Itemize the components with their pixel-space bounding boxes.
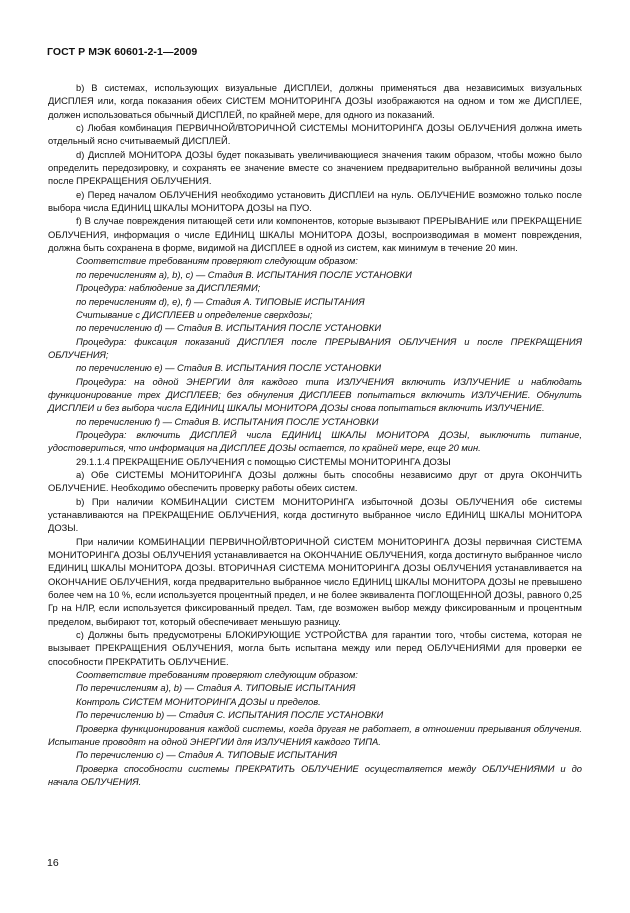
- body-paragraph: b) В системах, использующих визуальные ДИСПЛЕИ, должны применяться два независимых визуальных ДИСПЛЕЯ или, когда показания обеих СИСТЕМ МОНИТОРИНГА ДОЗЫ изображаются на одном и том же ДИСПЛЕЕ, должен использоваться обычный ДИСПЛЕЙ, по крайней мере, для одного из показаний.: [48, 82, 582, 120]
- body-paragraph: По перечислению b) — Стадия С. ИСПЫТАНИЯ ПОСЛЕ УСТАНОВКИ: [76, 709, 384, 721]
- body-paragraph: f) В случае повреждения питающей сети или компонентов, которые вызывают ПРЕРЫВАНИЕ или ПРЕКРАЩЕНИЕ ОБЛУЧЕНИЯ, информация о числе ЕДИНИЦ ШКАЛЫ МОНИТОРА ДОЗЫ, воспроизводимая в момент повреждения, должна быть сохранена в форме, видимой на ДИСПЛЕЕ в одной из систем, как минимум в течение 20 мин.: [48, 215, 582, 254]
- body-paragraph: При наличии КОМБИНАЦИИ ПЕРВИЧНОЙ/ВТОРИЧНОЙ СИСТЕМ МОНИТОРИНГА ДОЗЫ первичная СИСТЕМА МОНИТОРИНГА ДОЗЫ ОБЛУЧЕНИЯ устанавливается на ОКОНЧАНИЕ ОБЛУЧЕНИЯ, когда достигнуто выбранное число ЕДИНИЦ ШКАЛЫ МОНИТОРА ДОЗЫ. ВТОРИЧНАЯ СИСТЕМА МОНИТОРИНГА ДОЗЫ ОБЛУЧЕНИЯ устанавливается на ОКОНЧАНИЕ ОБЛУЧЕНИЯ, когда предварительно выбранное число ЕДИНИЦ ШКАЛЫ МОНИТОРА ДОЗЫ не превышено более чем на 10 %, если используется процентный предел, и не более эквивалента ПОГЛОЩЕННОЙ ДОЗЫ, равного 0,25 Гр на НЛР, если используется фиксированный предел. Там, где возможен выбор между фиксированным и процентным пределом, выбирают тот, который обеспечивает меньшую разницу.: [48, 535, 582, 627]
- body-paragraph: c) Должны быть предусмотрены БЛОКИРУЮЩИЕ УСТРОЙСТВА для гарантии того, чтобы система, которая не вызывает ПРЕКРАЩЕНИЯ ОБЛУЧЕНИЯ, могла быть испытана между или перед ОБЛУЧЕНИЯМИ для проверки ее способности ПРЕКРАТИТЬ ОБЛУЧЕНИЕ.: [48, 629, 582, 667]
- page-number: 16: [47, 857, 59, 869]
- body-paragraph: По перечислениям a), b) — Стадия А. ТИПОВЫЕ ИСПЫТАНИЯ: [76, 682, 356, 694]
- body-paragraph: по перечислениям d), e), f) — Стадия А. ТИПОВЫЕ ИСПЫТАНИЯ: [76, 295, 365, 307]
- body-paragraph: Соответствие требованиям проверяют следующим образом:: [76, 669, 358, 681]
- body-paragraph: Проверка способности системы ПРЕКРАТИТЬ ОБЛУЧЕНИЕ осуществляется между ОБЛУЧЕНИЯМИ и до начала ОБЛУЧЕНИЯ.: [48, 762, 582, 787]
- body-paragraph: b) При наличии КОМБИНАЦИИ СИСТЕМ МОНИТОРИНГА избыточной ДОЗЫ ОБЛУЧЕНИЯ обе системы устанавливаются на ПРЕКРАЩЕНИЕ ОБЛУЧЕНИЯ, когда достигнуто выбранное число ЕДИНИЦ ШКАЛЫ МОНИТОРА ДОЗЫ.: [48, 495, 582, 534]
- body-paragraph: Процедура: включить ДИСПЛЕЙ числа ЕДИНИЦ ШКАЛЫ МОНИТОРА ДОЗЫ, выключить питание, удостовериться, что информация на ДИСПЛЕЕ ДОЗЫ остается, по крайней мере, еще 20 мин.: [48, 428, 582, 454]
- body-paragraph: a) Обе СИСТЕМЫ МОНИТОРИНГА ДОЗЫ должны быть способны независимо друг от друга ОКОНЧИТЬ ОБЛУЧЕНИЕ. Необходимо обеспечить проверку работы обеих систем.: [48, 468, 582, 494]
- document-header: ГОСТ Р МЭК 60601-2-1—2009: [47, 46, 198, 58]
- body-paragraph: c) Любая комбинация ПЕРВИЧНОЙ/ВТОРИЧНОЙ СИСТЕМЫ МОНИТОРИНГА ДОЗЫ ОБЛУЧЕНИЯ должна иметь отдельный ясно считываемый ДИСПЛЕЙ.: [48, 122, 582, 147]
- body-paragraph: Процедура: на одной ЭНЕРГИИ для каждого типа ИЗЛУЧЕНИЯ включить ИЗЛУЧЕНИЕ и наблюдать функционирование трех ДИСПЛЕЕВ; без обнуления ДИСПЛЕЕВ попытаться включить ИЗЛУЧЕНИЕ. Обнулить ДИСПЛЕИ и без выбора числа ЕДИНИЦ ШКАЛЫ МОНИТОРА ДОЗЫ снова попытаться включить ИЗЛУЧЕНИЕ.: [48, 375, 582, 414]
- body-paragraph: по перечислению d) — Стадия В. ИСПЫТАНИЯ ПОСЛЕ УСТАНОВКИ: [76, 322, 382, 334]
- body-paragraph: Считывание с ДИСПЛЕЕВ и определение сверхдозы;: [76, 308, 313, 320]
- body-paragraph: Процедура: наблюдение за ДИСПЛЕЯМИ;: [76, 282, 261, 294]
- body-paragraph: Контроль СИСТЕМ МОНИТОРИНГА ДОЗЫ и пределов.: [76, 695, 321, 707]
- body-paragraph: По перечислению c) — Стадия А. ТИПОВЫЕ ИСПЫТАНИЯ: [76, 749, 338, 761]
- body-paragraph: по перечислению f) — Стадия В. ИСПЫТАНИЯ ПОСЛЕ УСТАНОВКИ: [76, 415, 379, 427]
- body-paragraph: 29.1.1.4 ПРЕКРАЩЕНИЕ ОБЛУЧЕНИЯ с помощью СИСТЕМЫ МОНИТОРИНГА ДОЗЫ: [76, 455, 451, 467]
- body-paragraph: по перечислению e) — Стадия В. ИСПЫТАНИЯ ПОСЛЕ УСТАНОВКИ: [76, 362, 382, 374]
- body-paragraph: d) Дисплей МОНИТОРА ДОЗЫ будет показывать увеличивающиеся значения таким образом, чтобы можно было определить передозировку, и сохранять ее значение вместе со значением предварительно выбранной величины дозы после ПРЕКРАЩЕНИЯ ОБЛУЧЕНИЯ.: [48, 148, 582, 187]
- body-paragraph: e) Перед началом ОБЛУЧЕНИЯ необходимо установить ДИСПЛЕИ на нуль. ОБЛУЧЕНИЕ возможно только после выбора числа ЕДИНИЦ ШКАЛЫ МОНИТОРА ДОЗЫ на ПУО.: [48, 188, 582, 214]
- body-paragraph: Проверка функционирования каждой системы, когда другая не работает, в отношении прерывания облучения. Испытание проводят на одной ЭНЕРГИИ для ИЗЛУЧЕНИЯ каждого ТИПА.: [48, 722, 582, 747]
- document-body: [48, 81, 582, 788]
- body-paragraph: Процедура: фиксация показаний ДИСПЛЕЯ после ПРЕРЫВАНИЯ ОБЛУЧЕНИЯ и после ПРЕКРАЩЕНИЯ ОБЛУЧЕНИЯ;: [48, 335, 582, 360]
- body-paragraph: по перечислениям a), b), c) — Стадия В. ИСПЫТАНИЯ ПОСЛЕ УСТАНОВКИ: [76, 268, 412, 280]
- body-paragraph: Соответствие требованиям проверяют следующим образом:: [76, 255, 358, 267]
